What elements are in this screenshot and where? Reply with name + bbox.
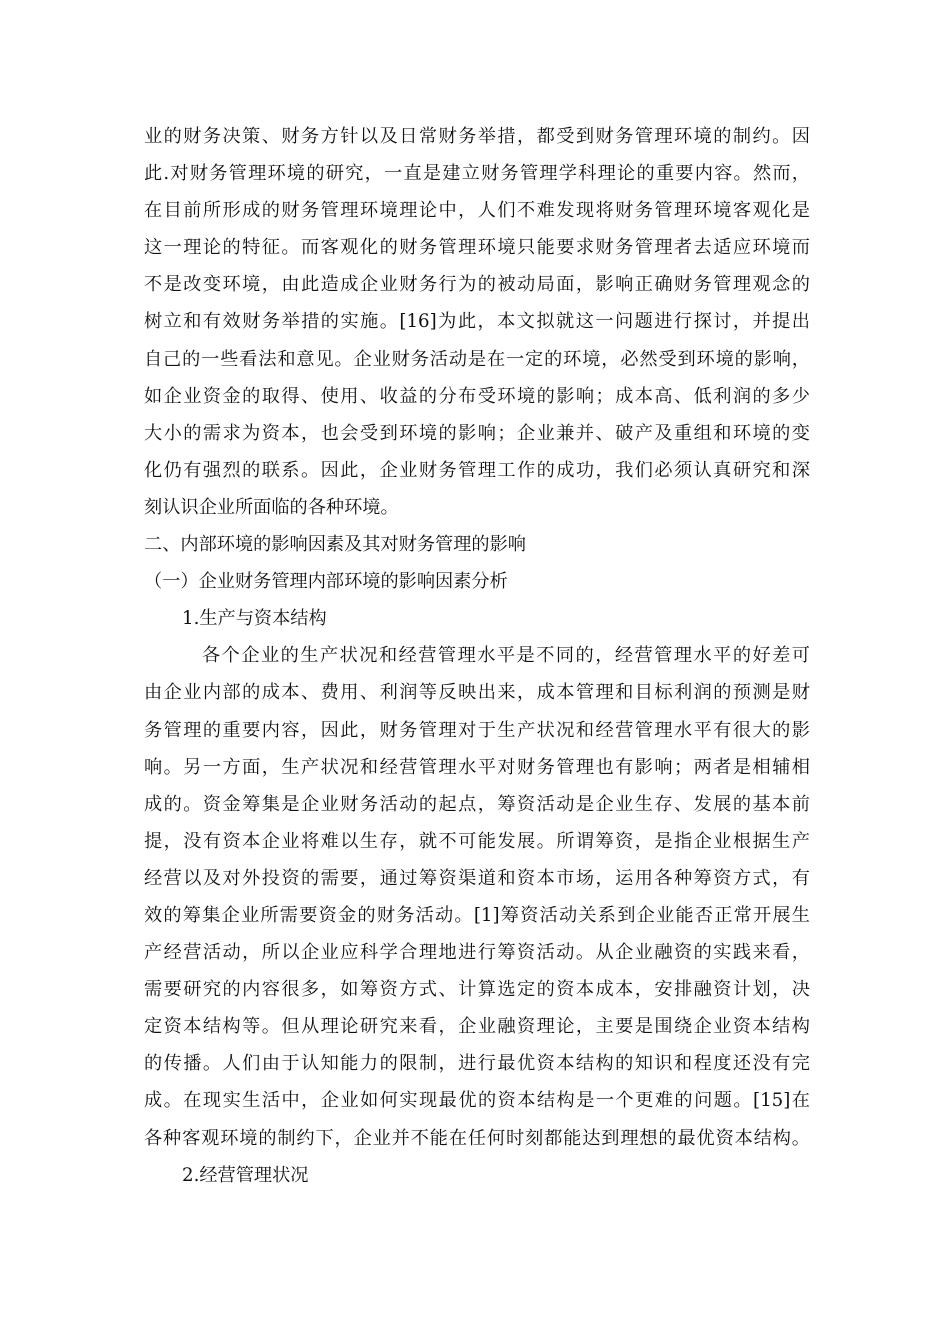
subsubsection-heading-operations: 2.经营管理状况: [182, 1164, 309, 1186]
text-line: 的传播。人们由于认知能力的限制，进行最优资本结构的知识和程度还没有完: [144, 1053, 810, 1075]
paragraph-environment-intro: [144, 118, 810, 526]
text-line: 成的。资金筹集是企业财务活动的起点，筹资活动是企业生存、发展的基本前: [144, 793, 810, 815]
text-line: 大小的需求为资本，也会受到环境的影响；企业兼并、破产及重组和环境的变: [144, 422, 810, 444]
text-line: 产经营活动，所以企业应科学合理地进行筹资活动。从企业融资的实践来看，: [144, 942, 810, 964]
text-line: 成。在现实生活中，企业如何实现最优的资本结构是一个更难的问题。[15]在: [144, 1090, 810, 1112]
text-line: 树立和有效财务举措的实施。[16]为此，本文拟就这一问题进行探讨，并提出: [144, 311, 810, 333]
document-page: [144, 118, 810, 1194]
text-line: 化仍有强烈的联系。因此，企业财务管理工作的成功，我们必须认真研究和深: [144, 459, 810, 481]
section-heading: 二、内部环境的影响因素及其对财务管理的影响: [144, 534, 526, 556]
text-line: 需要研究的内容很多，如筹资方式、计算选定的资本成本，安排融资计划，决: [144, 979, 810, 1001]
text-line: 业的财务决策、财务方针以及日常财务举措，都受到财务管理环境的制约。因: [144, 126, 810, 147]
text-line: 务管理的重要内容，因此，财务管理对于生产状况和经营管理水平有很大的影: [144, 719, 810, 741]
text-line: 经营以及对外投资的需要，通过筹资渠道和资本市场，运用各种筹资方式，有: [144, 867, 810, 889]
text-line: 定资本结构等。但从理论研究来看，企业融资理论，主要是围绕企业资本结构: [144, 1016, 810, 1038]
subsubsection-heading-production: 1.生产与资本结构: [182, 608, 327, 630]
text-line: 自己的一些看法和意见。企业财务活动是在一定的环境，必然受到环境的影响，: [144, 348, 810, 370]
subsection-heading: （一）企业财务管理内部环境的影响因素分析: [144, 571, 508, 593]
text-line: 在目前所形成的财务管理环境理论中，人们不难发现将财务管理环境客观化是: [144, 200, 810, 222]
text-line: 不是改变环境，由此造成企业财务行为的被动局面，影响正确财务管理观念的: [144, 274, 810, 296]
text-line: 各个企业的生产状况和经营管理水平是不同的，经营管理水平的好差可: [202, 645, 810, 667]
text-line: 提，没有资本企业将难以生存，就不可能发展。所谓筹资，是指企业根据生产: [144, 830, 810, 852]
text-line: 各种客观环境的制约下，企业并不能在任何时刻都能达到理想的最优资本结构。: [144, 1127, 810, 1149]
text-line: 响。另一方面，生产状况和经营管理水平对财务管理也有影响；两者是相辅相: [144, 756, 810, 778]
text-line: 由企业内部的成本、费用、利润等反映出来，成本管理和目标利润的预测是财: [144, 682, 810, 704]
text-line: 刻认识企业所面临的各种环境。: [144, 496, 399, 518]
text-line: 此.对财务管理环境的研究，一直是建立财务管理学科理论的重要内容。然而，: [144, 163, 810, 185]
text-line: 效的筹集企业所需要资金的财务活动。[1]筹资活动关系到企业能否正常开展生: [144, 904, 810, 926]
text-line: 如企业资金的取得、使用、收益的分布受环境的影响；成本高、低利润的多少: [144, 385, 810, 407]
paragraph-production-capital: [144, 637, 810, 1156]
text-line: 这一理论的特征。而客观化的财务管理环境只能要求财务管理者去适应环境而: [144, 237, 810, 259]
